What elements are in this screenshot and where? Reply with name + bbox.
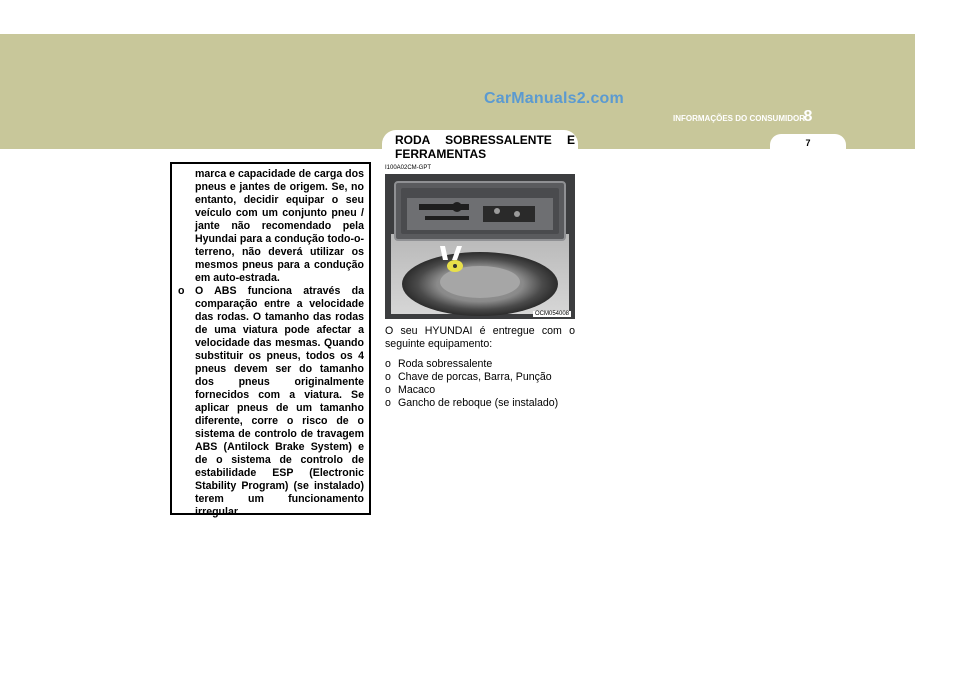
section-intro: O seu HYUNDAI é entregue com o seguinte equipamento: <box>385 325 575 350</box>
warning-box <box>170 162 371 518</box>
jack-icon <box>483 206 535 222</box>
list-item-text: Roda sobressalente <box>398 358 493 370</box>
bullet-marker: o <box>385 358 391 370</box>
section-title: RODA SOBRESSALENTE E FERRAMENTAS <box>395 133 575 161</box>
list-item <box>385 384 575 397</box>
list-item-text: Macaco <box>398 384 436 396</box>
warning-item-text: O ABS funciona através da comparação entre a velocidade das rodas. O tamanho das rodas de uma viatura pode afectar a velocidade das mesmas. Quando substituir os pneus, todos os 4 pneus devem ser do tamanho dos pneus originalmente fornecidos com a viatura. Se aplicar pneus de um tamanho diferente, corre o risco de o sistema de controlo de travagem ABS (Antilock Brake System) e de o sistema de controlo de estabilidade ESP (Electronic Stability Program) (se instalado) terem um funcionamento irregular. <box>195 285 364 518</box>
bar-icon <box>425 216 469 220</box>
warning-item <box>178 285 364 519</box>
list-item-text: Chave de porcas, Barra, Punção <box>398 371 552 383</box>
list-item-text: Gancho de reboque (se instalado) <box>398 397 559 409</box>
warning-text <box>178 168 364 519</box>
chapter-number: 8 <box>803 108 813 125</box>
section-body <box>385 325 575 410</box>
list-item <box>385 371 575 384</box>
watermark: CarManuals2.com <box>484 90 624 107</box>
spare-tire-photo <box>385 174 575 319</box>
reference-code: I100A02CM-GPT <box>385 165 432 171</box>
chapter-label: INFORMAÇÕES DO CONSUMIDOR <box>673 114 805 123</box>
trunk-illustration <box>385 174 575 319</box>
bullet-marker: o <box>385 371 391 383</box>
list-item <box>385 397 575 410</box>
bullet-marker: o <box>385 397 391 409</box>
warning-continued: marca e capacidade de carga dos pneus e jantes de origem. Se, no entanto, decidir equipar o seu veículo com um conjunto pneu / jante não recomendado pela Hyundai para a condução todo-o-terreno, não deverá utilizar os mesmos pneus para a condução em auto-estrada. <box>195 168 364 284</box>
list-item <box>385 358 575 371</box>
bullet-marker: o <box>385 384 391 396</box>
page-number: 7 <box>805 138 811 148</box>
photo-code: OCM054008 <box>535 311 570 317</box>
bullet-marker: o <box>178 285 185 297</box>
equipment-list <box>385 358 575 410</box>
